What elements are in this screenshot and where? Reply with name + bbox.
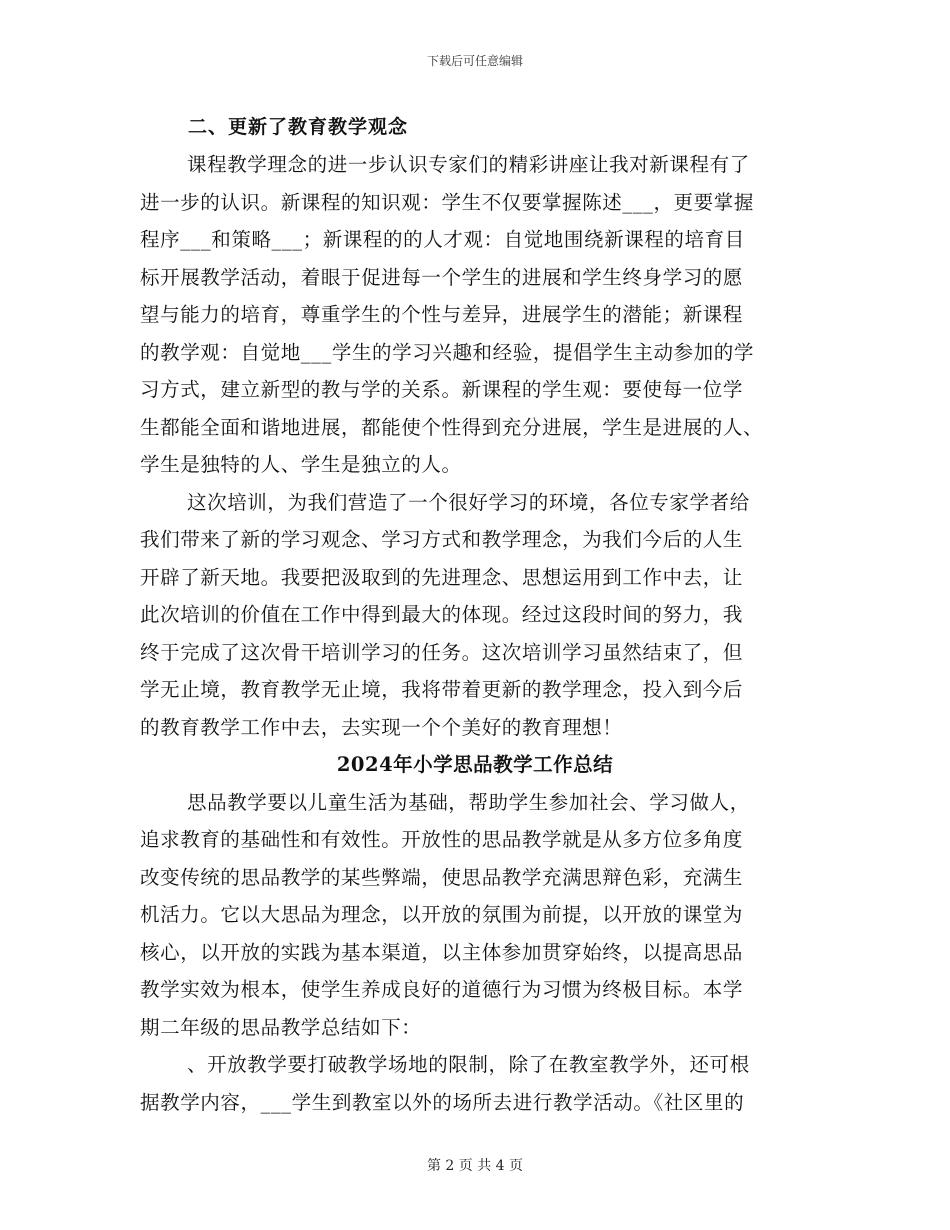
section-paragraph-2 xyxy=(140,484,810,747)
text-line: 标开展教学活动，着眼于促进每一个学生的进展和学生终身学习的愿 xyxy=(140,265,744,289)
text-line: 习方式，建立新型的教与学的关系。新课程的学生观：要使每一位学 xyxy=(140,378,744,401)
text-line: 学无止境，教育教学无止境，我将带着更新的教学理念，投入到今后 xyxy=(140,678,744,701)
article-title: 2024年小学思品教学工作总结 xyxy=(336,753,614,776)
text-line: 这次培训，为我们营造了一个很好学习的环境，各位专家学者给 xyxy=(187,490,750,514)
section-paragraph-1 xyxy=(140,146,810,484)
text-line: 追求教育的基础性和有效性。开放性的思品教学就是从多方位多角度 xyxy=(140,828,744,851)
text-line: 的教育教学工作中去，去实现一个个美好的教育理想！ xyxy=(140,715,623,739)
text-line: 的教学观：自觉地___学生的学习兴趣和经验，提倡学生主动参加的学 xyxy=(140,340,754,364)
text-line: 机活力。它以大思品为理念，以开放的氛围为前提，以开放的课堂为 xyxy=(140,903,744,926)
section-heading: 二、更新了教育教学观念 xyxy=(188,116,409,138)
article-paragraph-1 xyxy=(140,784,810,1047)
text-line: 改变传统的思品教学的某些弊端，使思品教学充满思辩色彩，充满生 xyxy=(140,865,744,889)
text-line: 教学实效为根本，使学生养成良好的道德行为习惯为终极目标。本学 xyxy=(140,978,744,1001)
text-line: 思品教学要以儿童生活为基础，帮助学生参加社会、学习做人， xyxy=(187,790,750,814)
text-line: 生都能全面和谐地进展，都能使个性得到充分进展，学生是进展的人、 xyxy=(140,415,764,439)
text-line: 核心，以开放的实践为基本渠道，以主体参加贯穿始终，以提高思品 xyxy=(140,940,744,964)
page-footer: 第 2 页 共 4 页 xyxy=(426,1158,524,1174)
text-line: 程序___和策略___；新课程的的人才观：自觉地围绕新课程的培育目 xyxy=(140,228,745,251)
text-line: 课程教学理念的进一步认识专家们的精彩讲座让我对新课程有了 xyxy=(187,153,750,176)
text-line: 据教学内容，___学生到教室以外的场所去进行教学活动。《社区里的 xyxy=(140,1090,745,1114)
text-line: 期二年级的思品教学总结如下： xyxy=(140,1015,422,1039)
text-line: 终于完成了这次骨干培训学习的任务。这次培训学习虽然结束了，但 xyxy=(140,640,744,664)
text-line: 我们带来了新的学习观念、学习方式和教学理念，为我们今后的人生 xyxy=(140,528,744,551)
text-line: 学生是独特的人、学生是独立的人。 xyxy=(140,453,462,476)
text-line: 此次培训的价值在工作中得到最大的体现。经过这段时间的努力，我 xyxy=(140,603,744,626)
page-header: 下载后可任意编辑 xyxy=(426,54,523,68)
text-line: 、开放教学要打破教学场地的限制，除了在教室教学外，还可根 xyxy=(187,1053,750,1076)
text-line: 进一步的认识。新课程的知识观：学生不仅要掌握陈述___，更要掌握 xyxy=(140,190,754,214)
text-line: 望与能力的培育，尊重学生的个性与差异，进展学生的潜能；新课程 xyxy=(140,303,744,326)
article-paragraph-2 xyxy=(140,1046,810,1121)
document-body xyxy=(140,108,810,1121)
text-line: 开辟了新天地。我要把汲取到的先进理念、思想运用到工作中去，让 xyxy=(140,565,744,589)
